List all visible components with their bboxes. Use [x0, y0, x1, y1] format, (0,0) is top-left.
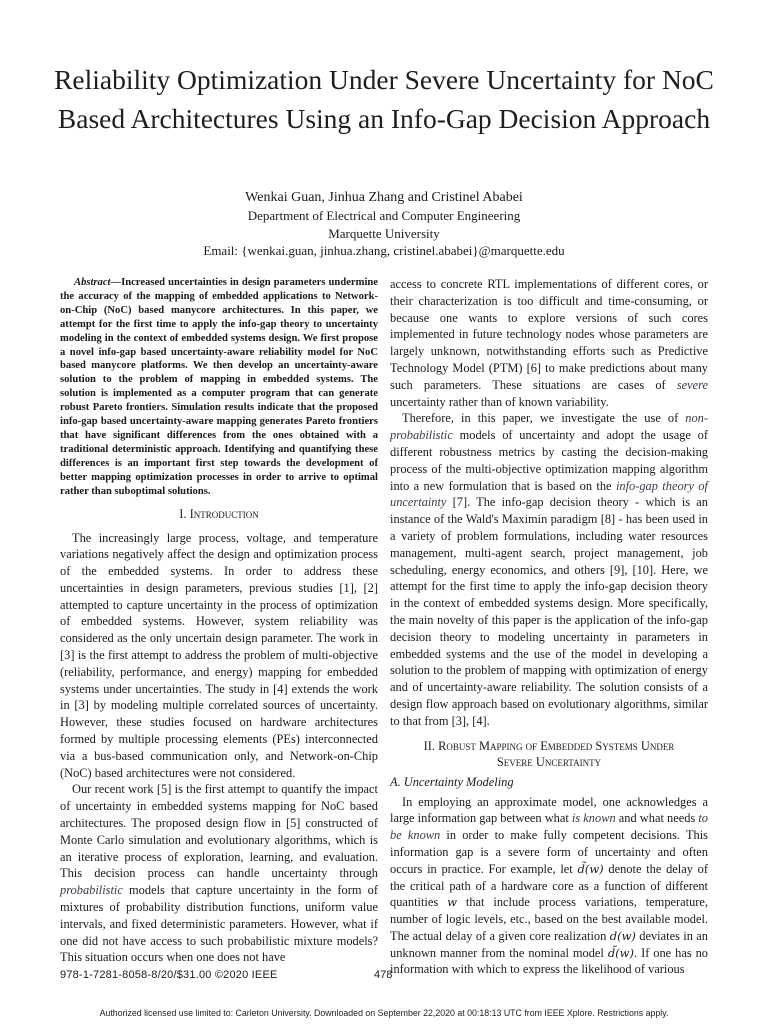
- intro-paragraph-2: [60, 781, 378, 966]
- right-p1-text-b: uncertainty rather than of known variability.: [390, 394, 609, 409]
- sub-a-text-c: in order to make fully competent decisions. This information gap is a severe form of uncertainty and often occurs in practice. For example, let: [390, 828, 708, 876]
- intro-p2-text-a: Our recent work [5] is the first attempt to quantify the impact of uncertainty in embedded systems mapping for NoC based architectures. The proposed design flow in [5] constructed of Monte Carlo simulation and evolutionary algorithms, which is an iterative process of exploration, learning, and evaluation. This decision process can handle uncertainty through: [60, 782, 378, 881]
- section-heading-2-line-1: II. Robust Mapping of Embedded Systems Under: [423, 738, 675, 753]
- abstract-label: Abstract: [74, 277, 111, 288]
- math-w: w: [447, 895, 457, 910]
- page-number: 478: [374, 969, 393, 981]
- right-paragraph-1: [390, 276, 708, 410]
- section-heading-2-line-2: Severe Uncertainty: [496, 754, 602, 769]
- intro-paragraph-1: The increasingly large process, voltage, and temperature variations negatively affect the design and optimization process of the embedded systems. In order to address these uncertainties in design parameters, previous studies [1], [2] attempted to capture uncertainty in the process of optimization of embedded systems. However, system reliability was considered as the only uncertain design parameter. The work in [3] is the first attempt to address the problem of multi-objective (reliability, performance, and energy) mapping for embedded systems under uncertainties. The study in [4] extends the work in [3] by modeling multiple correlated sources of uncertainty. However, these studies focused on hardware architectures formed by multiple processing elements (PEs) interconnected via a bus-based communication only, and Network-on-Chip (NoC) based architectures were not considered.: [60, 530, 378, 780]
- paper-title: Reliability Optimization Under Severe Uncertainty for NoC Based Architectures Using an Info-Gap Decision Approach: [54, 64, 714, 134]
- sub-a-text-a: In employing an approximate model, one acknowledges a large information gap between what: [390, 794, 708, 826]
- university: Marquette University: [328, 225, 440, 241]
- right-column: [390, 276, 708, 978]
- right-paragraph-2: [390, 410, 708, 729]
- right-p2-text-c: [7]. The info-gap decision theory - which is an instance of the Wald's Maximin paradigm [8] - has been used in a variety of problem formulations, including water resources management, multi-agent search, project management, job scheduling, energy economics, and others [9], [10]. Here, we attempt for the first time to apply the info-gap decision theory in the context of embedded systems design. More specifically, the main novelty of this paper is the application of the info-gap decision theory to modeling uncertainty in parameters in embedded systems and the use of the model in developing a solution to the problem of mapping with optimization of energy and of uncertainty-aware reliability. The solution consists of a design flow approach based on evolutionary algorithms, similar to that from [3], [4].: [390, 495, 708, 728]
- subsection-heading-a: A. Uncertainty Modeling: [390, 774, 514, 789]
- right-p2-emphasis-1: non-probabilistic: [390, 411, 708, 443]
- right-p1-emphasis: severe: [676, 377, 708, 392]
- sub-a-text-g: . If one has no information with which to express the likelihood of various: [390, 945, 708, 977]
- abstract-text: —Increased uncertainties in design parameters undermine the accuracy of the mapping of embedded applications to Network-on-Chip (NoC) based manycore architectures. In this paper, we attempt for the first time to apply the info-gap theory to uncertainty modeling in the context of embedded systems design. We first propose a novel info-gap based uncertainty-aware reliability model for NoC based manycore platforms. We then develop an uncertainty-aware solution to the problem of mapping in embedded systems. The solution is implemented as a computer program that can generate robust Pareto frontiers. Simulation results indicate that the proposed info-gap based uncertainty-aware mapping generates Pareto frontiers that have significant differences from the ones obtained with a traditional deterministic approach. Identifying and quantifying these differences is an important first step towards the development of better mapping optimization processes in order to arrive to optimal rather than suboptimal solutions.: [60, 277, 378, 497]
- math-d-w: d(w): [609, 928, 636, 943]
- right-p2-emphasis-2: info-gap theory of uncertainty: [390, 478, 708, 510]
- sub-a-emphasis-2: to be known: [390, 811, 708, 843]
- sub-a-text-d: denote the delay of the critical path of a hardware core as a function of different quantities: [390, 861, 708, 910]
- math-d-tilde-w-2: d̃(w): [607, 945, 635, 960]
- department: Department of Electrical and Computer Engineering: [247, 208, 521, 223]
- subsection-a-paragraph: [390, 794, 708, 979]
- section-heading-2: [390, 738, 708, 770]
- intro-p2-emphasis: probabilistic: [60, 883, 123, 898]
- isbn-copyright: 978-1-7281-8058-8/20/$31.00 ©2020 IEEE: [60, 969, 278, 981]
- affiliation-block: [40, 207, 728, 260]
- license-notice: Authorized licensed use limited to: Carleton University. Downloaded on September 22,2020 at 00:18:13 UTC from IEEE Xplore. Restrictions apply.: [99, 1008, 669, 1018]
- sub-a-text-e: that include process variations, temperature, number of logic levels, etc., based on the best available model. The actual delay of a given core realization: [390, 895, 708, 943]
- abstract: [60, 276, 378, 499]
- right-p1-text-a: access to concrete RTL implementations of different cores, or their characterization is too difficult and time-consuming, or because one wants to explore versions of such cores implemented in future technology nodes whose parameters are largely unknown, notwithstanding efforts such as Predictive Technology Model (PTM) [6] to make predictions about many such parameters. These situations are cases of: [390, 277, 708, 392]
- section-heading-introduction: I. Introduction: [179, 506, 259, 521]
- email-line: Email: {wenkai.guan, jinhua.zhang, cristinel.ababei}@marquette.edu: [203, 243, 565, 258]
- sub-a-emphasis-1: is known: [571, 811, 616, 826]
- math-d-tilde-w: d̃(w): [577, 861, 604, 876]
- right-p2-text-a: Therefore, in this paper, we investigate the use of: [402, 411, 686, 426]
- author-list: Wenkai Guan, Jinhua Zhang and Cristinel Ababei: [245, 190, 523, 205]
- right-p2-text-b: models of uncertainty and adopt the usage of different robustness metrics by casting the decision-making process of the multi-objective optimization mapping algorithm into a new formulation that is based on the: [390, 428, 708, 493]
- intro-p2-text-b: models that capture uncertainty in the form of mixtures of probability distribution functions, uniform value intervals, and fixed deterministic parameters. However, what if one did not have access to such probabilistic mixture models? This situation occurs when one does not have: [60, 883, 378, 965]
- sub-a-text-b: and what needs: [615, 811, 699, 826]
- sub-a-text-f: deviates in an unknown manner from the nominal model: [390, 928, 708, 960]
- left-column: [60, 276, 378, 966]
